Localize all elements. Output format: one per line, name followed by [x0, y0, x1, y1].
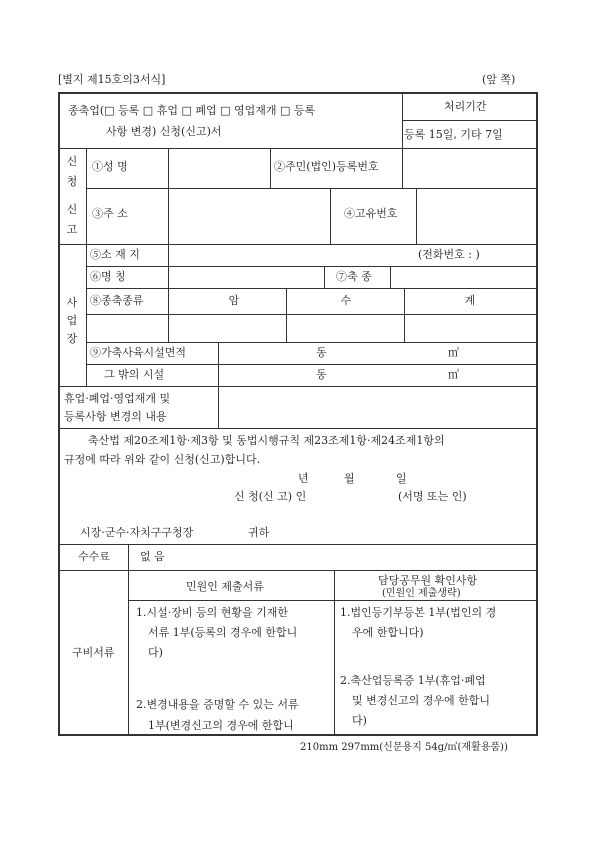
change-label-line1: 휴업·폐업·영업재개 및 [64, 392, 171, 405]
other-unit-area: ㎡ [448, 368, 459, 381]
official-doc-2-line1: 2.축산업등록증 1부(휴업·폐업 [340, 674, 486, 687]
official-doc-1-line1: 1.법인등기부등본 1부(법인의 경 [340, 606, 497, 619]
registration-number-label: ②주민(법인)등록번호 [274, 160, 379, 173]
facility-unit-building: 동 [316, 346, 327, 359]
applicant-section-label-1: 신청 [66, 155, 78, 188]
fee-value: 없 음 [140, 550, 165, 563]
fee-label: 수수료 [78, 550, 110, 563]
applicant-doc-1-line2: 서류 1부(등록의 경우에 한합니 [148, 626, 298, 639]
facility-unit-area: ㎡ [448, 346, 459, 359]
official-doc-2-line3: 다) [352, 714, 367, 727]
frame-bottom [58, 734, 538, 736]
total-label: 계 [464, 294, 476, 307]
declaration-text-line1: 축산법 제20조제1항·제3항 및 동법시행규칙 제23조제1항·제24조제1항의 [88, 434, 445, 447]
phone-label: (전화번호 : ) [418, 248, 480, 261]
applicant-section-label-2: 신고 [66, 203, 78, 236]
applicant-doc-1-line1: 1.시설·장비 등의 현황을 기재한 [136, 606, 288, 619]
declaration-text-line2: 규정에 따라 위와 같이 신청(신고)합니다. [64, 453, 261, 466]
page-side-label: (앞 쪽) [482, 73, 516, 86]
date-month: 월 [344, 472, 355, 485]
recipient: 시장·군수·자치구구청장 [80, 526, 194, 539]
livestock-type-label: ⑦축 종 [336, 270, 372, 283]
processing-period-label: 처리기간 [444, 100, 487, 113]
applicant-doc-2-line1: 2.변경내용을 증명할 수 있는 서류 [136, 698, 299, 711]
business-name-label: ⑥명 칭 [90, 270, 126, 283]
form-title-line1: 종축업(□ 등록 □ 휴업 □ 폐업 □ 영업재개 □ 등록 [68, 104, 316, 117]
other-facility-label: 그 밖의 시설 [104, 368, 165, 381]
paper-spec: 210mm 297mm(신문용지 54g/㎡(재활용품)) [300, 742, 508, 753]
location-label: ⑤소 재 지 [90, 248, 140, 261]
recipient-honorific: 귀하 [248, 526, 270, 539]
applicant-documents-header: 민원인 제출서류 [186, 580, 264, 593]
applicant-signature-label: 신 청(신 고) 인 [234, 490, 307, 503]
female-label: 암 [228, 294, 240, 307]
facility-area-label: ⑨가축사육시설면적 [90, 346, 187, 359]
documents-label: 구비서류 [72, 646, 115, 659]
address-label: ③주 소 [92, 207, 128, 220]
frame-left [58, 92, 60, 736]
processing-period-value: 등록 15일, 기타 7일 [404, 128, 503, 141]
frame-right [536, 92, 538, 736]
date-day: 일 [396, 472, 407, 485]
signature-or-seal: (서명 또는 인) [398, 490, 467, 503]
applicant-doc-2-line2: 1부(변경신고의 경우에 한합니 [148, 719, 294, 732]
form-title-line2: 사항 변경) 신청(신고)서 [106, 125, 222, 138]
breed-type-label: ⑧종축종류 [90, 294, 144, 307]
official-check-header-line2: (민원인 제출생략) [382, 588, 461, 599]
applicant-doc-1-line3: 다) [148, 646, 163, 659]
change-label-line2: 등록사항 변경의 내용 [64, 410, 167, 423]
form-number: [별지 제15호의3서식] [58, 73, 166, 86]
male-label: 수 [340, 294, 352, 307]
official-check-header-line1: 담당공무원 확인사항 [378, 574, 478, 587]
business-section-label: 사업장 [66, 296, 78, 345]
name-label: ①성 명 [92, 160, 128, 173]
frame-top [58, 92, 538, 94]
official-doc-1-line2: 우에 한합니다) [352, 626, 424, 639]
unique-number-label: ④고유번호 [344, 207, 398, 220]
date-year: 년 [298, 472, 309, 485]
other-unit-building: 동 [316, 368, 327, 381]
official-doc-2-line2: 및 변경신고의 경우에 한합니 [352, 694, 491, 707]
